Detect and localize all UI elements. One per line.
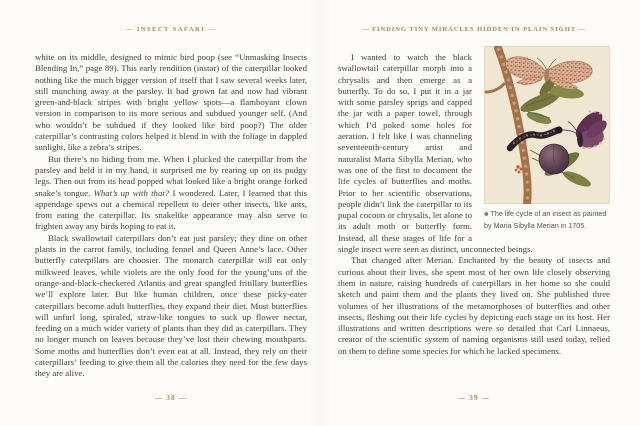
caption-bullet-icon: ✽ [484, 212, 489, 218]
insect-lifecycle-painting [484, 46, 610, 204]
paragraph: That changed after Merian. Enchanted by the beauty of insects and curious about their lives, she spent most of her own life closely observing them in nature, raising hundreds of caterpillars in her home so she could sketch and paint them and the plants they lived on. She published three volumes of her illustrations of the metamorphoses of butterflies and other insects, fleshing out their life cycles by depicting each stage on its host. Her illustrations and written descriptions were so detailed that Carl Linnaeus, creator of the scientific system of naming organisms still used today, relied on them to define some species for which he lacked specimens. [338, 255, 610, 356]
paragraph [35, 154, 307, 233]
paragraph: white on its middle, designed to mimic bird poop (see “Unmasking Insects Blending In,” page 89). This early rendition (instar) of the caterpillar looked nothing like the much bigger version of itself that I saw several weeks later, still munching away at the parsley. It had grown fat and now had vibrant green-and-black stripes with bright yellow spots—a flamboyant clown version in comparison to its more serious and subdued younger self. (And who wouldn’t be subdued if they looked like bird poop?) The older caterpillar’s contrasting colors helped it blend in with the foliage in dappled sunlight, like a zebra’s stripes. [35, 52, 307, 153]
italic-phrase: What’s up with that? [93, 187, 170, 198]
merian-figure [484, 46, 610, 230]
caption-text: The life cycle of an insect as painted by Maria Sibylla Merian in 1705. [484, 209, 607, 230]
paragraph-text: I wondered. Later, I learned that this appendage spews out a chemical repellent to deter other insects, like ants, from eating the caterpillar. Its snakelike appearance may also serve to frighten away any birds hoping to eat it. [35, 187, 308, 232]
page-right [320, 0, 640, 426]
paragraph: Black swallowtail caterpillars don’t eat just parsley; they dine on other plants in the carrot family, including fennel and Queen Anne’s lace. Other butterfly caterpillars are choosier. The monarch caterpillar will eat only milkweed leaves, while violets are the only food for the young’uns of the orange-and-black-checkered Atlantis and great spangled fritillary butterflies we’ll explore later. But like human children, once these picky-eater caterpillars become adult butterflies, they expand their diet. Most butterflies will unfurl long, spiraled, straw-like tongues to suck up flower nectar, feeding on a much wider variety of plants than they did as caterpillars. They no longer munch on leaves because they’ve lost their chewing mouthparts. Some moths and butterflies don’t even eat at all. Instead, they rely on their caterpillars’ feeding to give them all the calories they need for the few days they are alive. [35, 232, 307, 379]
left-body-text [35, 52, 307, 380]
running-head-left: — INSECT SAFARI — [125, 26, 217, 33]
running-head-right: — FINDING TINY MIRACLES HIDDEN IN PLAIN SIGHT — [362, 26, 586, 33]
page-number-left: — 38 — [154, 394, 188, 402]
plum-fruit [539, 144, 569, 174]
paragraph: I wanted to watch the black swallowtail caterpillar morph into a chrysalis and then emerge as a butterfly. To do so, I put it in a jar with some parsley sprigs and capped the jar with a paper towel, through which I’d poked some holes for aeration. I felt like I was channeling seventeenth-century artist and naturalist Maria Sibylla Merian, who was one of the first to document the life cycles of butterflies and moths. Prior to her scientific observations, people didn’t link the caterpillar to its pupal cocoon or chrysalis, let alone to its adult moth or butterfly form. Instead, all these stages of life for a single insect were seen as distinct, unconnected beings. [338, 52, 533, 255]
page-number-right: — 39 — [457, 394, 491, 402]
figure-caption [484, 209, 610, 230]
paragraph-text: But there’s no hiding from me. When I plucked the caterpillar from the parsley and held it in my hand, it surprised me by rearing up on its pudgy legs. Then out from its head popped what looked like a bright orange forked snake’s tongue. [35, 153, 307, 198]
right-body-text [338, 52, 610, 357]
